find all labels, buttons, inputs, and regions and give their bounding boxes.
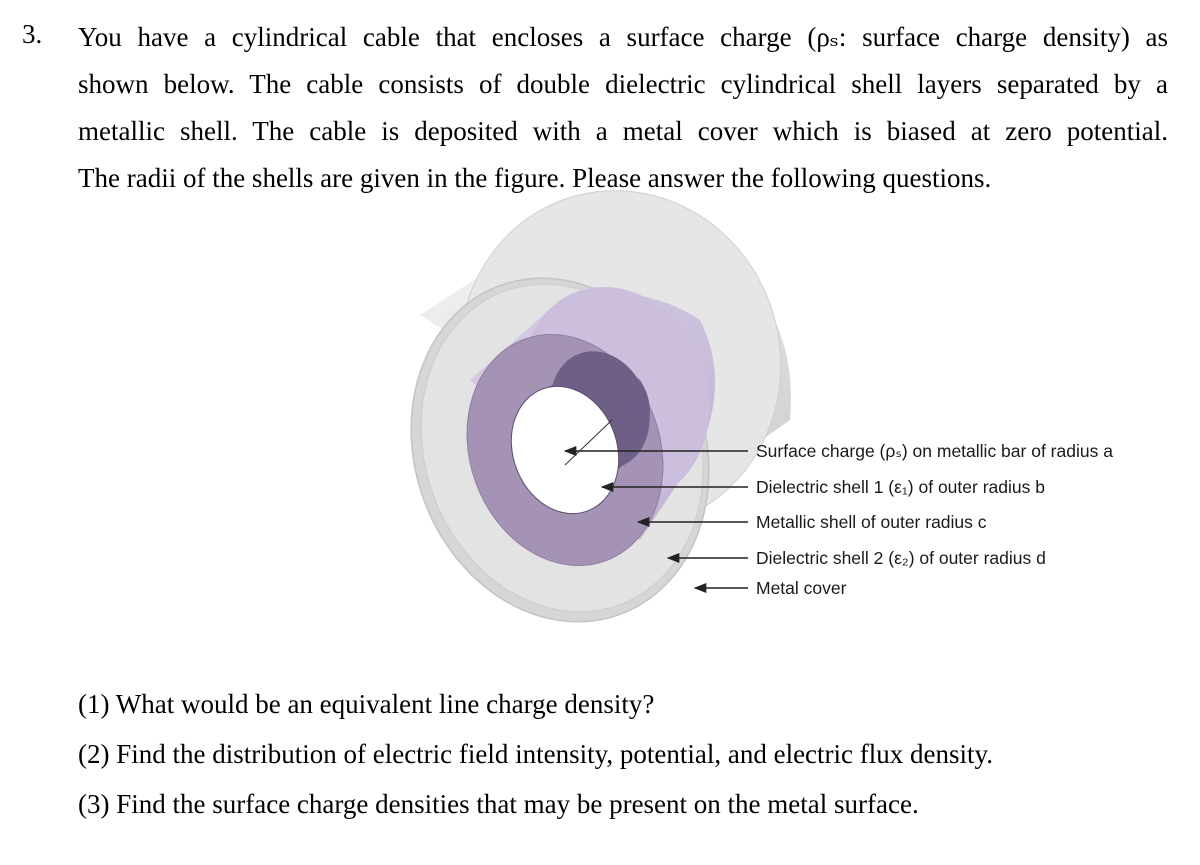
problem-number: 3. <box>22 19 43 49</box>
problem-statement-line-2: shown below. The cable consists of double dielectric cylindrical shell layers separated by a <box>78 69 1168 99</box>
question-1: (1) What would be an equivalent line charge density? <box>78 689 655 719</box>
problem-statement-line-4: The radii of the shells are given in the figure. Please answer the following questions. <box>78 163 992 193</box>
question-2: (2) Find the distribution of electric field intensity, potential, and electric flux density. <box>78 739 994 769</box>
problem-statement-line-1: You have a cylindrical cable that encloses a surface charge (ρₛ: surface charge density) as <box>78 22 1168 52</box>
question-3: (3) Find the surface charge densities that may be present on the metal surface. <box>78 789 919 819</box>
label-surface-charge: Surface charge (ρₛ) on metallic bar of radius a <box>756 441 1113 461</box>
label-dielectric-shell-2: Dielectric shell 2 (ε₂) of outer radius d <box>756 548 1046 568</box>
label-metal-cover: Metal cover <box>756 578 847 598</box>
problem-statement-line-3: metallic shell. The cable is deposited with a metal cover which is biased at zero potential. <box>78 116 1168 146</box>
label-dielectric-shell-1: Dielectric shell 1 (ε₁) of outer radius b <box>756 477 1045 497</box>
question-list <box>78 679 993 829</box>
label-metallic-shell: Metallic shell of outer radius c <box>756 512 987 532</box>
